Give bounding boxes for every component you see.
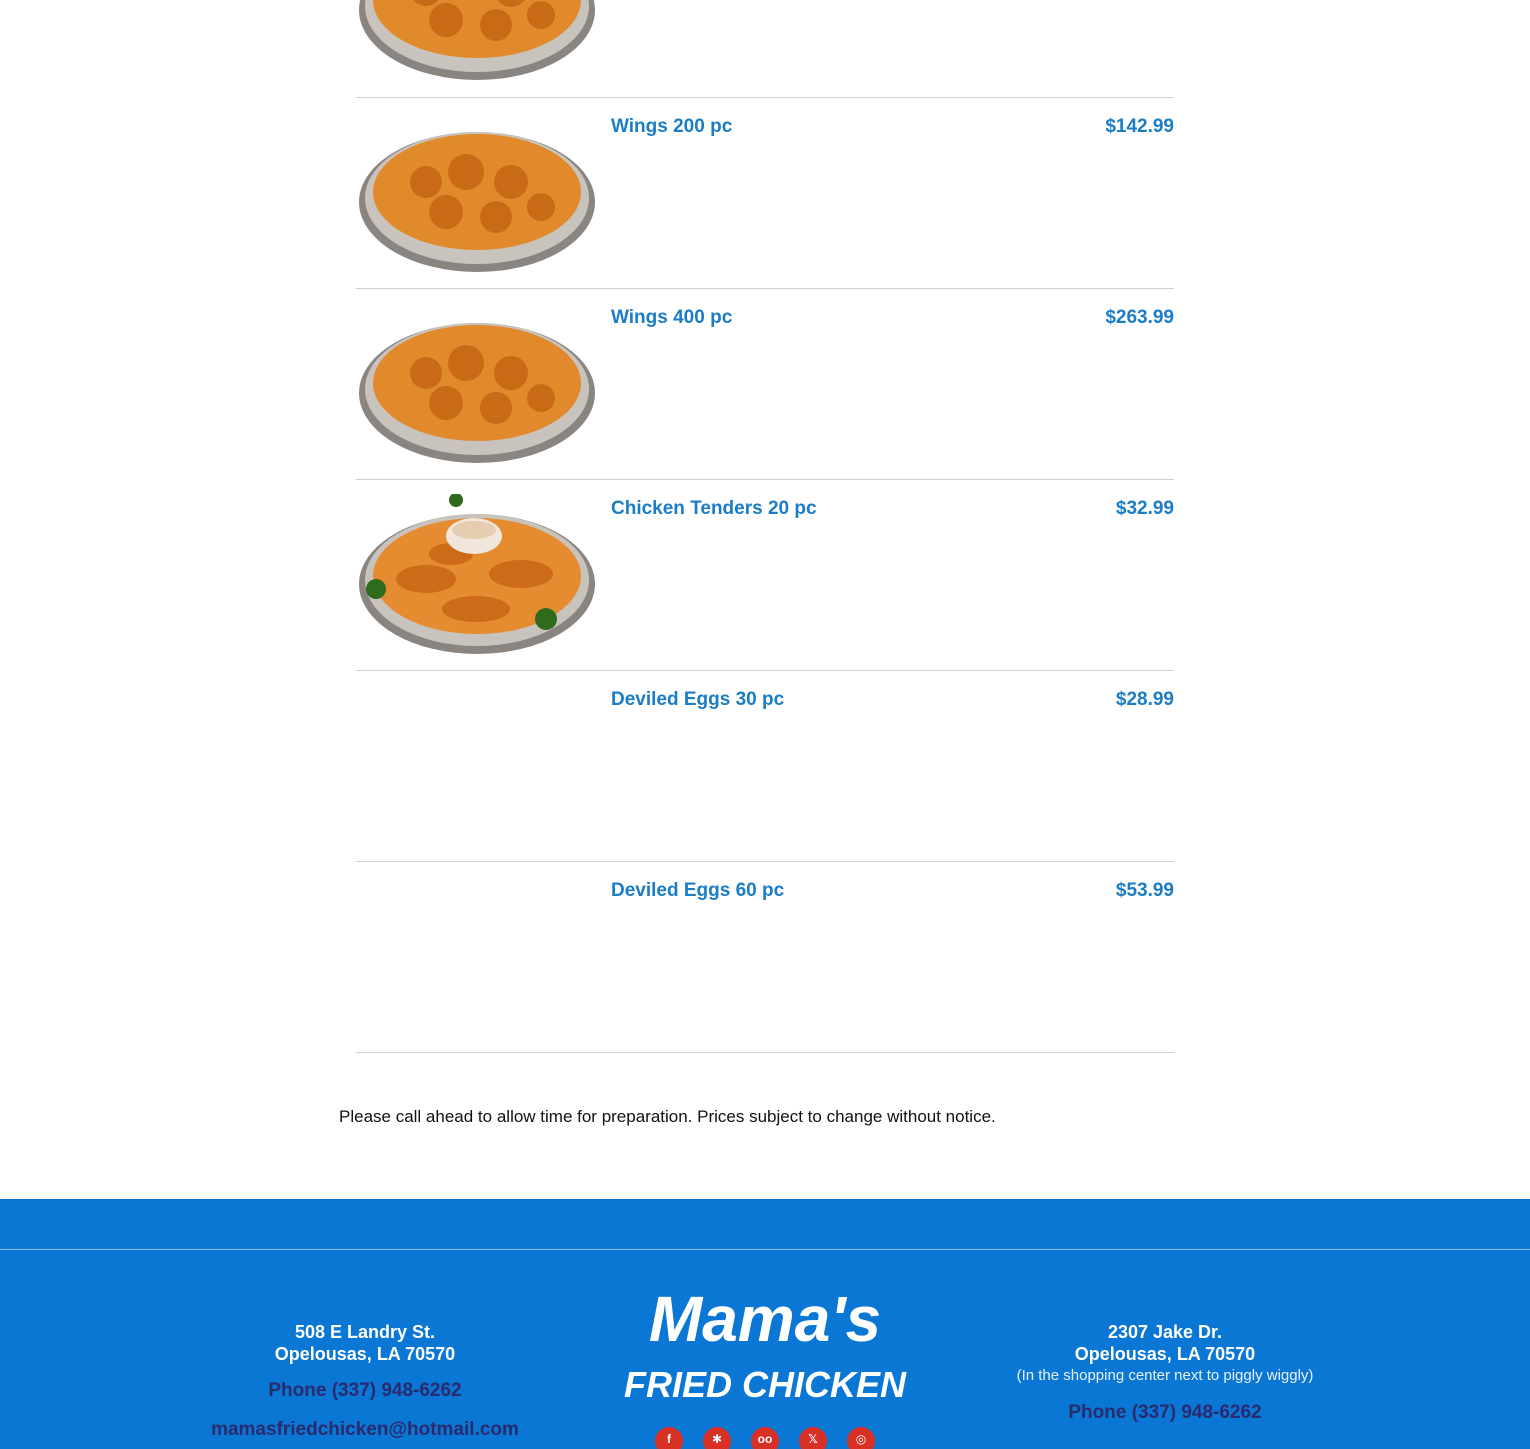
menu-row[interactable] [356,289,1174,480]
menu-item-name: Chicken Tenders 20 pc [611,498,817,519]
catering-menu [356,0,1174,1053]
logo-line2: FRIED CHICKEN [623,1364,907,1405]
menu-row[interactable] [356,671,1174,862]
phone-link[interactable]: Phone (337) 948-6262 [268,1380,462,1401]
menu-item-name: Wings 400 pc [611,307,733,328]
tenders-platter-image [356,494,598,656]
address-line: 508 E Landry St. [294,1322,436,1342]
menu-row-partial [356,0,1174,98]
email-link[interactable]: mamasfriedchicken@hotmail.com [211,1419,519,1440]
tripadvisor-icon[interactable]: oo [751,1427,779,1449]
facebook-icon[interactable]: f [655,1427,683,1449]
social-links [655,1427,875,1449]
wings-platter-image [356,303,598,465]
menu-item-price: $28.99 [1115,689,1174,710]
logo-line1: Mama's [648,1283,882,1355]
location-jake [965,1321,1365,1424]
preparation-notice: Please call ahead to allow time for preparation. Prices subject to change without notice. [339,1107,996,1126]
menu-row[interactable] [356,98,1174,289]
menu-row[interactable] [356,480,1174,671]
menu-item-price: $53.99 [1115,880,1174,901]
x-icon[interactable]: 𝕏 [799,1427,827,1449]
address-note: (In the shopping center next to piggly wiggly) [1016,1367,1314,1384]
address-city: Opelousas, LA 70570 [274,1344,456,1364]
menu-row[interactable] [356,862,1174,1053]
footer-divider [0,1249,1530,1250]
menu-item-name: Wings 200 pc [611,116,733,137]
site-footer [0,1199,1530,1449]
yelp-icon[interactable]: ✱ [703,1427,731,1449]
wings-platter-image [356,0,598,82]
mamas-fried-chicken-logo[interactable] [620,1279,910,1409]
address-city: Opelousas, LA 70570 [1074,1344,1256,1364]
address-line: 2307 Jake Dr. [1107,1322,1223,1342]
menu-item-price: $32.99 [1115,498,1174,519]
menu-item-name: Deviled Eggs 60 pc [611,880,785,901]
phone-link[interactable]: Phone (337) 948-6262 [1068,1402,1262,1423]
menu-item-price: $142.99 [1105,116,1174,137]
location-landry [165,1321,565,1441]
menu-item-name: Deviled Eggs 30 pc [611,689,785,710]
instagram-icon[interactable]: ◎ [847,1427,875,1449]
wings-platter-image [356,112,598,274]
menu-item-price: $263.99 [1105,307,1174,328]
